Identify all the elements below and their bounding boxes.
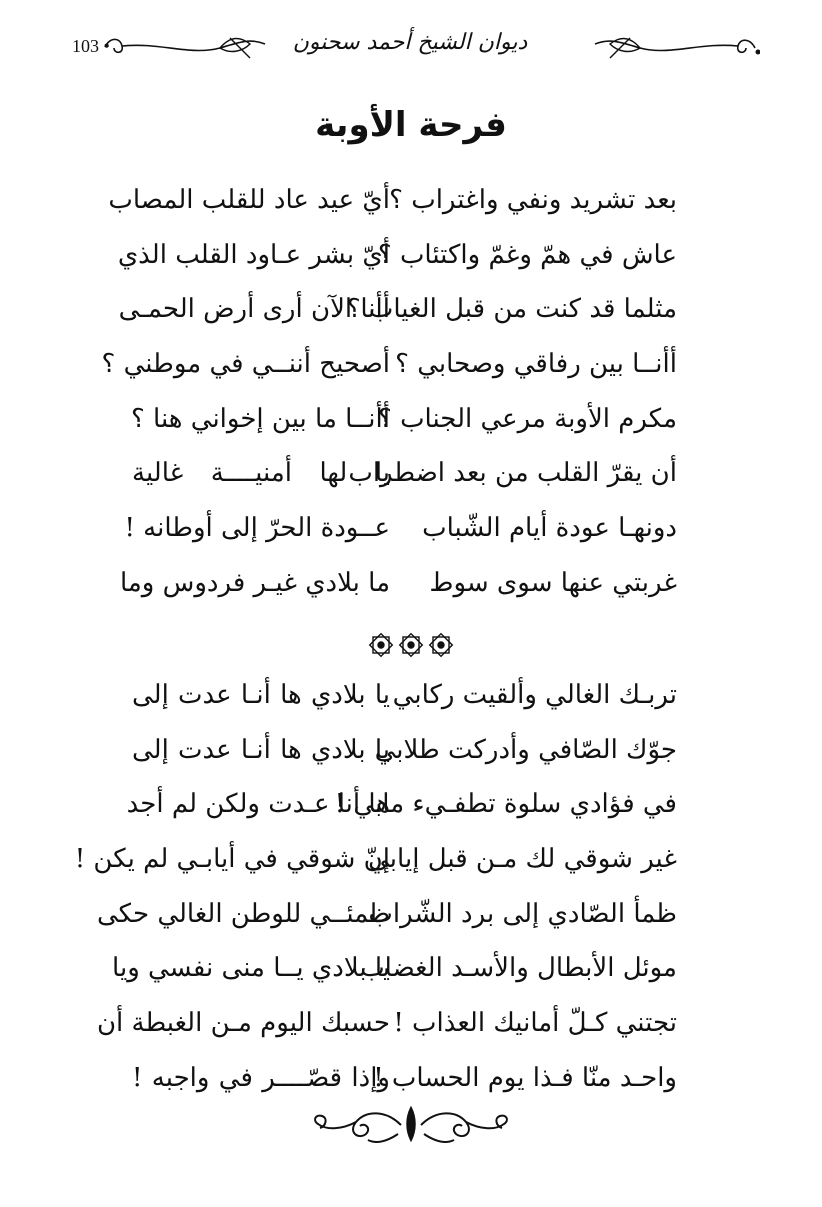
verse-line xyxy=(0,789,822,844)
first-hemistich: ما بلادي غيـر فردوس وما xyxy=(119,567,390,598)
second-hemistich: ظمأ الصّادي إلى برد الشّراب xyxy=(368,898,677,929)
first-hemistich: يا بلادي ها أنـا عدت إلى xyxy=(132,680,390,710)
first-hemistich: أيّ بشر عـاود القلب الذي xyxy=(117,239,390,270)
first-hemistich: أأنــا ما بين إخواني هنا ؟ xyxy=(130,403,390,434)
verse-line xyxy=(0,513,822,568)
verse-line xyxy=(0,349,822,404)
verse-line xyxy=(0,844,822,899)
second-hemistich: موئل الأبطال والأسـد الغضاب xyxy=(360,953,677,984)
footer-ornament-icon xyxy=(306,1100,516,1154)
verse-line xyxy=(0,735,822,790)
verse-line xyxy=(0,240,822,295)
second-hemistich: دونهـا عودة أيام الشّباب xyxy=(422,513,677,544)
first-hemistich: إنّ شوقي في أيابـي لم يكن ! xyxy=(74,844,390,875)
second-hemistich: غربتي عنها سوى سوط xyxy=(429,567,677,598)
first-hemistich: أأنا الآن أرى أرض الحمـى xyxy=(118,294,390,325)
first-hemistich: ها أنا عـدت ولكن لم أجد xyxy=(126,789,390,820)
second-hemistich: جوّك الصّافي وأدركت طلابي xyxy=(374,734,677,765)
second-hemistich: تجتني كـلّ أمانيك العذاب ! xyxy=(393,1008,677,1039)
first-hemistich: وإذا قصّــــر في واجبه ! xyxy=(132,1062,390,1093)
stanza-2 xyxy=(0,680,822,1118)
first-hemistich: يا بلادي يــا منى نفسي ويا xyxy=(112,953,390,984)
verse-line xyxy=(0,1008,822,1063)
first-hemistich: أيّ عيد عاد للقلب المصاب xyxy=(108,185,390,215)
second-hemistich: في فؤادي سلوة تطفـيء مابي ! xyxy=(334,789,677,820)
second-hemistich: أأنــا بين رفاقي وصحابي ؟ xyxy=(395,349,677,380)
stanza-separator xyxy=(0,630,822,664)
second-hemistich: بعد تشريد ونفي واغتراب ؟ xyxy=(389,185,677,215)
second-hemistich: واحـد منّا فـذا يوم الحساب ! xyxy=(373,1062,677,1093)
verse-line xyxy=(0,294,822,349)
verse-line xyxy=(0,185,822,240)
poem-title: فرحة الأوبة xyxy=(315,105,507,145)
stanza-1 xyxy=(0,185,822,623)
verse-line xyxy=(0,404,822,459)
second-hemistich: تربـك الغالي وألقيت ركابي xyxy=(392,680,677,710)
running-title: ديوان الشيخ أحمد سحنون xyxy=(292,30,528,55)
page-number: 103 • xyxy=(72,36,110,56)
header-right-ornament-icon xyxy=(580,32,760,66)
first-hemistich: ظمئــي للوطن الغالي حكى xyxy=(96,898,390,929)
verse-line xyxy=(0,568,822,623)
verse-line xyxy=(0,680,822,735)
verse-line xyxy=(0,458,822,513)
first-hemistich: حسبك اليوم مـن الغبطة أن xyxy=(96,1008,390,1039)
second-hemistich: أن يقرّ القلب من بعد اضطراب xyxy=(348,458,677,489)
second-hemistich: عاش في همّ وغمّ واكتئاب ؟ xyxy=(377,239,677,270)
verse-line xyxy=(0,899,822,954)
second-hemistich: غير شوقي لك مـن قبل إيابي xyxy=(368,844,677,875)
first-hemistich: يا لها أمنيــــة غالية xyxy=(132,458,390,489)
first-hemistich: عــودة الحرّ إلى أوطانه ! xyxy=(124,513,390,544)
verse-line xyxy=(0,953,822,1008)
first-hemistich: أصحيح أننــي في موطني ؟ xyxy=(101,349,390,380)
second-hemistich: مثلما قد كنت من قبل الغياب ؟ xyxy=(346,294,677,325)
first-hemistich: يا بلادي ها أنـا عدت إلى xyxy=(132,734,390,765)
second-hemistich: مكرم الأوبة مرعي الجناب ؟ xyxy=(378,403,677,434)
page-header xyxy=(60,28,760,68)
